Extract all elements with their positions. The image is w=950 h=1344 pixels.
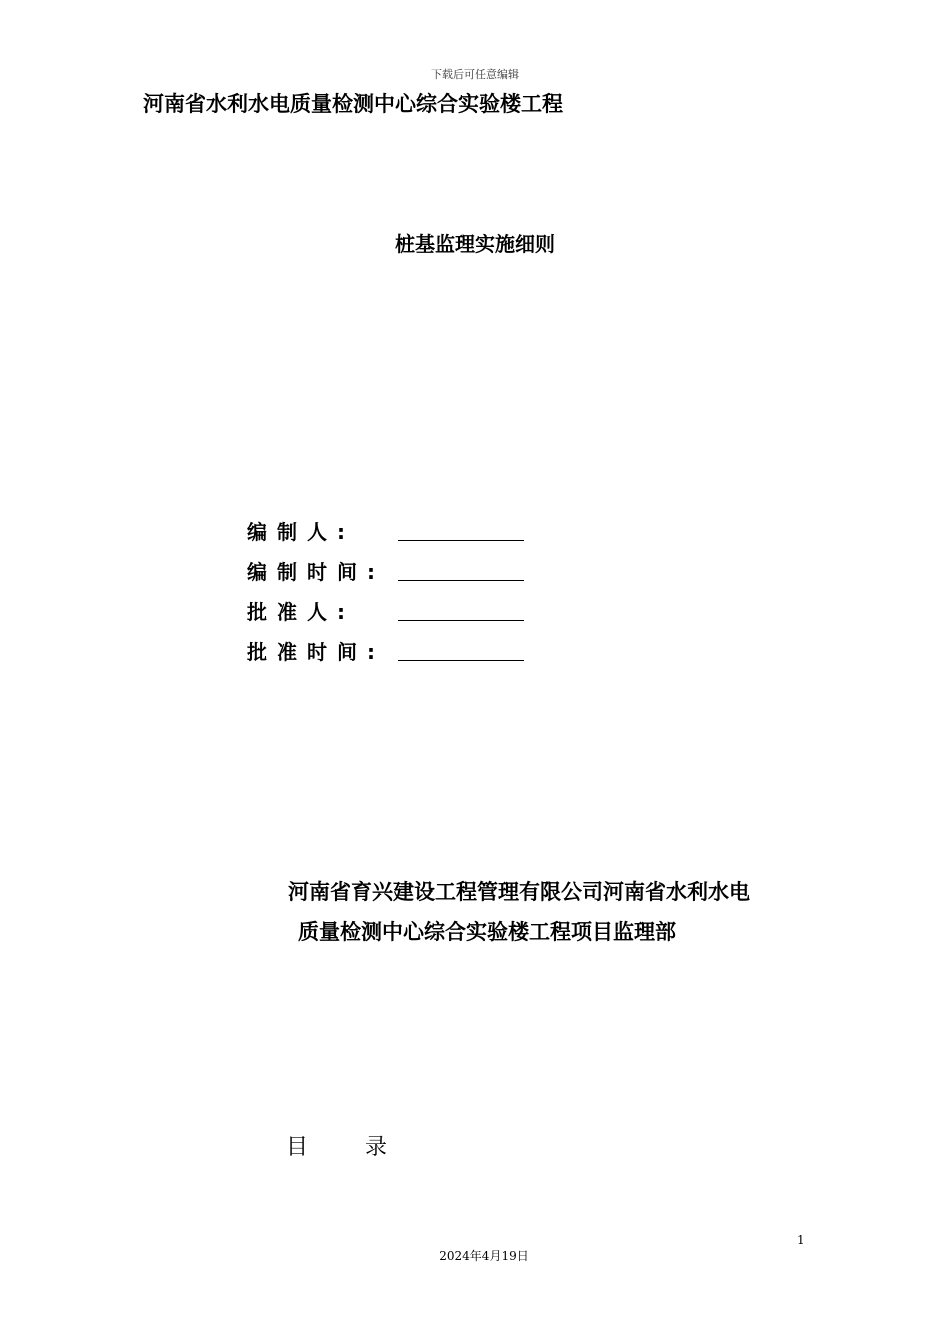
organization-name	[288, 872, 750, 952]
header-note: 下载后可任意编辑	[431, 68, 519, 81]
toc-heading-char-1: 目	[286, 1135, 309, 1160]
signature-row-compiler	[247, 516, 547, 556]
signature-blank-line	[398, 580, 524, 581]
project-title: 河南省水利水电质量检测中心综合实验楼工程	[143, 92, 563, 116]
toc-heading-char-2: 录	[365, 1135, 388, 1160]
organization-line-2: 质量检测中心综合实验楼工程项目监理部	[298, 920, 676, 944]
footer-date: 2024年4月19日	[439, 1249, 529, 1263]
signature-row-approve-time	[247, 636, 547, 676]
organization-line-1: 河南省育兴建设工程管理有限公司河南省水利水电	[288, 880, 750, 904]
signature-row-approver	[247, 596, 547, 636]
signature-block	[247, 516, 547, 676]
signature-label: 批准人:	[247, 600, 345, 624]
document-title: 桩基监理实施细则	[395, 232, 555, 256]
page-number: 1	[797, 1233, 805, 1247]
signature-label: 编制时间:	[247, 560, 375, 584]
signature-blank-line	[398, 620, 524, 621]
signature-row-compile-time	[247, 556, 547, 596]
toc-heading	[286, 1130, 387, 1161]
signature-label: 批准时间:	[247, 640, 375, 664]
signature-blank-line	[398, 540, 524, 541]
signature-label: 编制人:	[247, 520, 345, 544]
signature-blank-line	[398, 660, 524, 661]
